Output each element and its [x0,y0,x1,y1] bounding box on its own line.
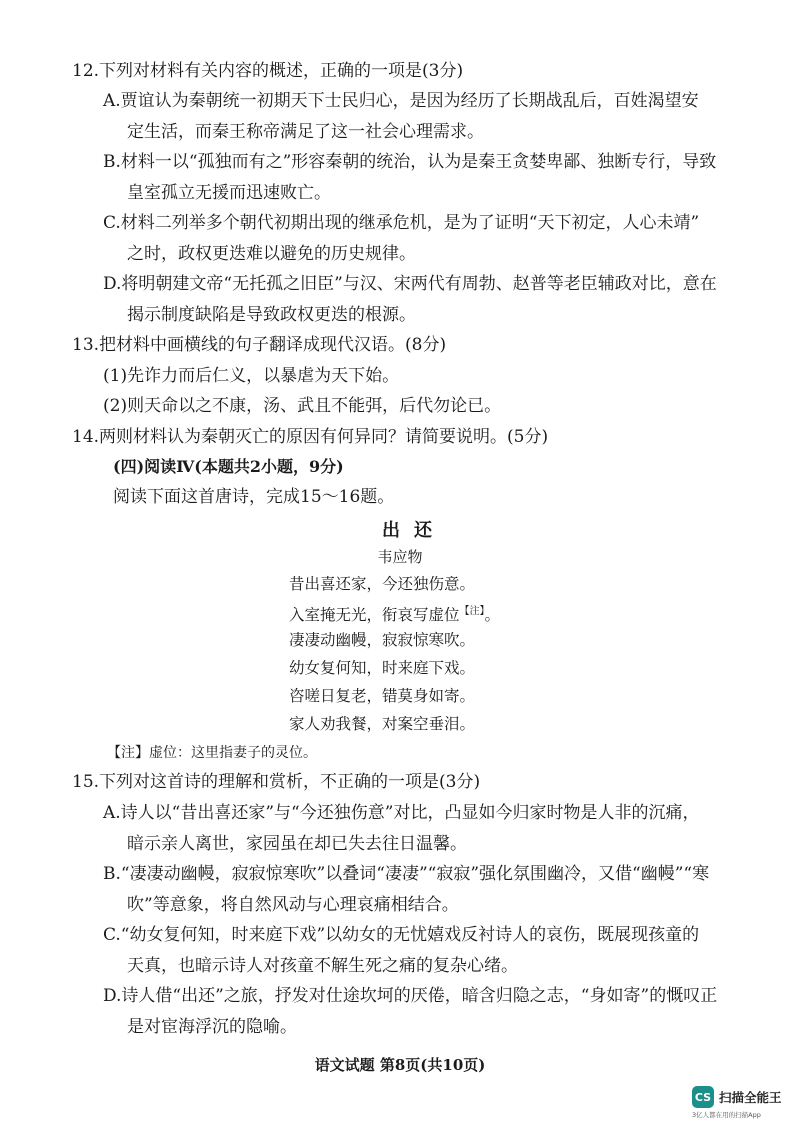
q12-option-a-line2: 定生活，而秦王称帝满足了这一社会心理需求。 [127,122,484,142]
camscanner-watermark [692,1086,782,1108]
poem-line-4: 幼女复何知，时来庭下戏。 [289,659,476,677]
q12-option-a-line1: A.贾谊认为秦朝统一初期天下士民归心，是因为经历了长期战乱后，百姓渴望安 [103,91,699,111]
q13-stem: 13.把材料中画横线的句子翻译成现代汉语。(8分) [72,335,447,355]
camscanner-name: 扫描全能王 [719,1090,782,1105]
poem-line-1: 昔出喜还家，今还独伤意。 [289,575,476,593]
q15-option-a-line2: 暗示亲人离世，家园虽在却已失去往日温馨。 [127,834,467,854]
q12-stem: 12.下列对材料有关内容的概述，正确的一项是(3分) [72,61,464,81]
poem-line-6: 家人劝我餐，对案空垂泪。 [289,715,476,733]
camscanner-icon: CS [692,1086,714,1108]
poem-line-3: 凄凄动幽幔，寂寂惊寒吹。 [289,631,476,649]
note-marker: 【注】 [459,606,485,617]
poem-note: 【注】虚位：这里指妻子的灵位。 [107,745,317,761]
q15-option-a-line1: A.诗人以“昔出喜还家”与“今还独伤意”对比，凸显如今归家时物是人非的沉痛， [103,803,700,823]
camscanner-slogan: 3亿人都在用的扫描App [692,1111,761,1119]
page-footer: 语文试题 第8页(共10页) [314,1056,486,1074]
q15-stem: 15.下列对这首诗的理解和赏析，不正确的一项是(3分) [72,772,481,792]
poem-title: 出还 [382,520,446,541]
q12-option-c-line1: C.材料二列举多个朝代初期出现的继承危机，是为了证明“天下初定，人心未靖” [103,213,700,233]
poem-line-2-text: 入室掩无光，衔哀写虚位 [289,606,460,625]
section-heading: (四)阅读Ⅳ(本题共2小题，9分) [113,457,344,476]
section-intro: 阅读下面这首唐诗，完成15～16题。 [113,487,395,507]
q15-option-c-line2: 天真，也暗示诗人对孩童不解生死之痛的复杂心绪。 [127,956,518,976]
q12-option-d-line1: D.将明朝建文帝“无托孤之旧臣”与汉、宋两代有周勃、赵普等老臣辅政对比，意在 [103,274,717,294]
q12-option-b-line1: B.材料一以“孤独而有之”形容秦朝的统治，认为是秦王贪婪卑鄙、独断专行，导致 [103,152,717,172]
q12-option-b-line2: 皇室孤立无援而迅速败亡。 [127,183,331,203]
q12-option-d-line2: 揭示制度缺陷是导致政权更迭的根源。 [127,305,416,325]
q14-stem: 14.两则材料认为秦朝灭亡的原因有何异同？请简要说明。(5分) [72,427,549,447]
q13-sentence-2: (2)则天命以之不康，汤、武且不能弭，后代勿论已。 [103,396,502,416]
q15-option-d-line1: D.诗人借“出还”之旅，抒发对仕途坎坷的厌倦，暗含归隐之志，“身如寄”的慨叹正 [103,986,718,1006]
q12-option-c-line2: 之时，政权更迭难以避免的历史规律。 [127,244,416,264]
q13-sentence-1: (1)先诈力而后仁义，以暴虐为天下始。 [103,366,400,386]
poem-line-2: 入室掩无光，衔哀写虚位$^{【注】}$。 [289,606,501,625]
q15-option-d-line2: 是对宦海浮沉的隐喻。 [127,1017,297,1037]
q15-option-b-line2: 吹”等意象，将自然风动与心理哀痛相结合。 [127,895,459,915]
q15-option-c-line1: C.“幼女复何知，时来庭下戏”以幼女的无忧嬉戏反衬诗人的哀伤，既展现孩童的 [103,925,700,945]
poem-author: 韦应物 [377,548,423,566]
q15-option-b-line1: B.“凄凄动幽幔，寂寂惊寒吹”以叠词“凄凄”“寂寂”强化氛围幽冷，又借“幽幔”“寒 [103,864,710,884]
poem-line-5: 咨嗟日复老，错莫身如寄。 [289,687,476,705]
